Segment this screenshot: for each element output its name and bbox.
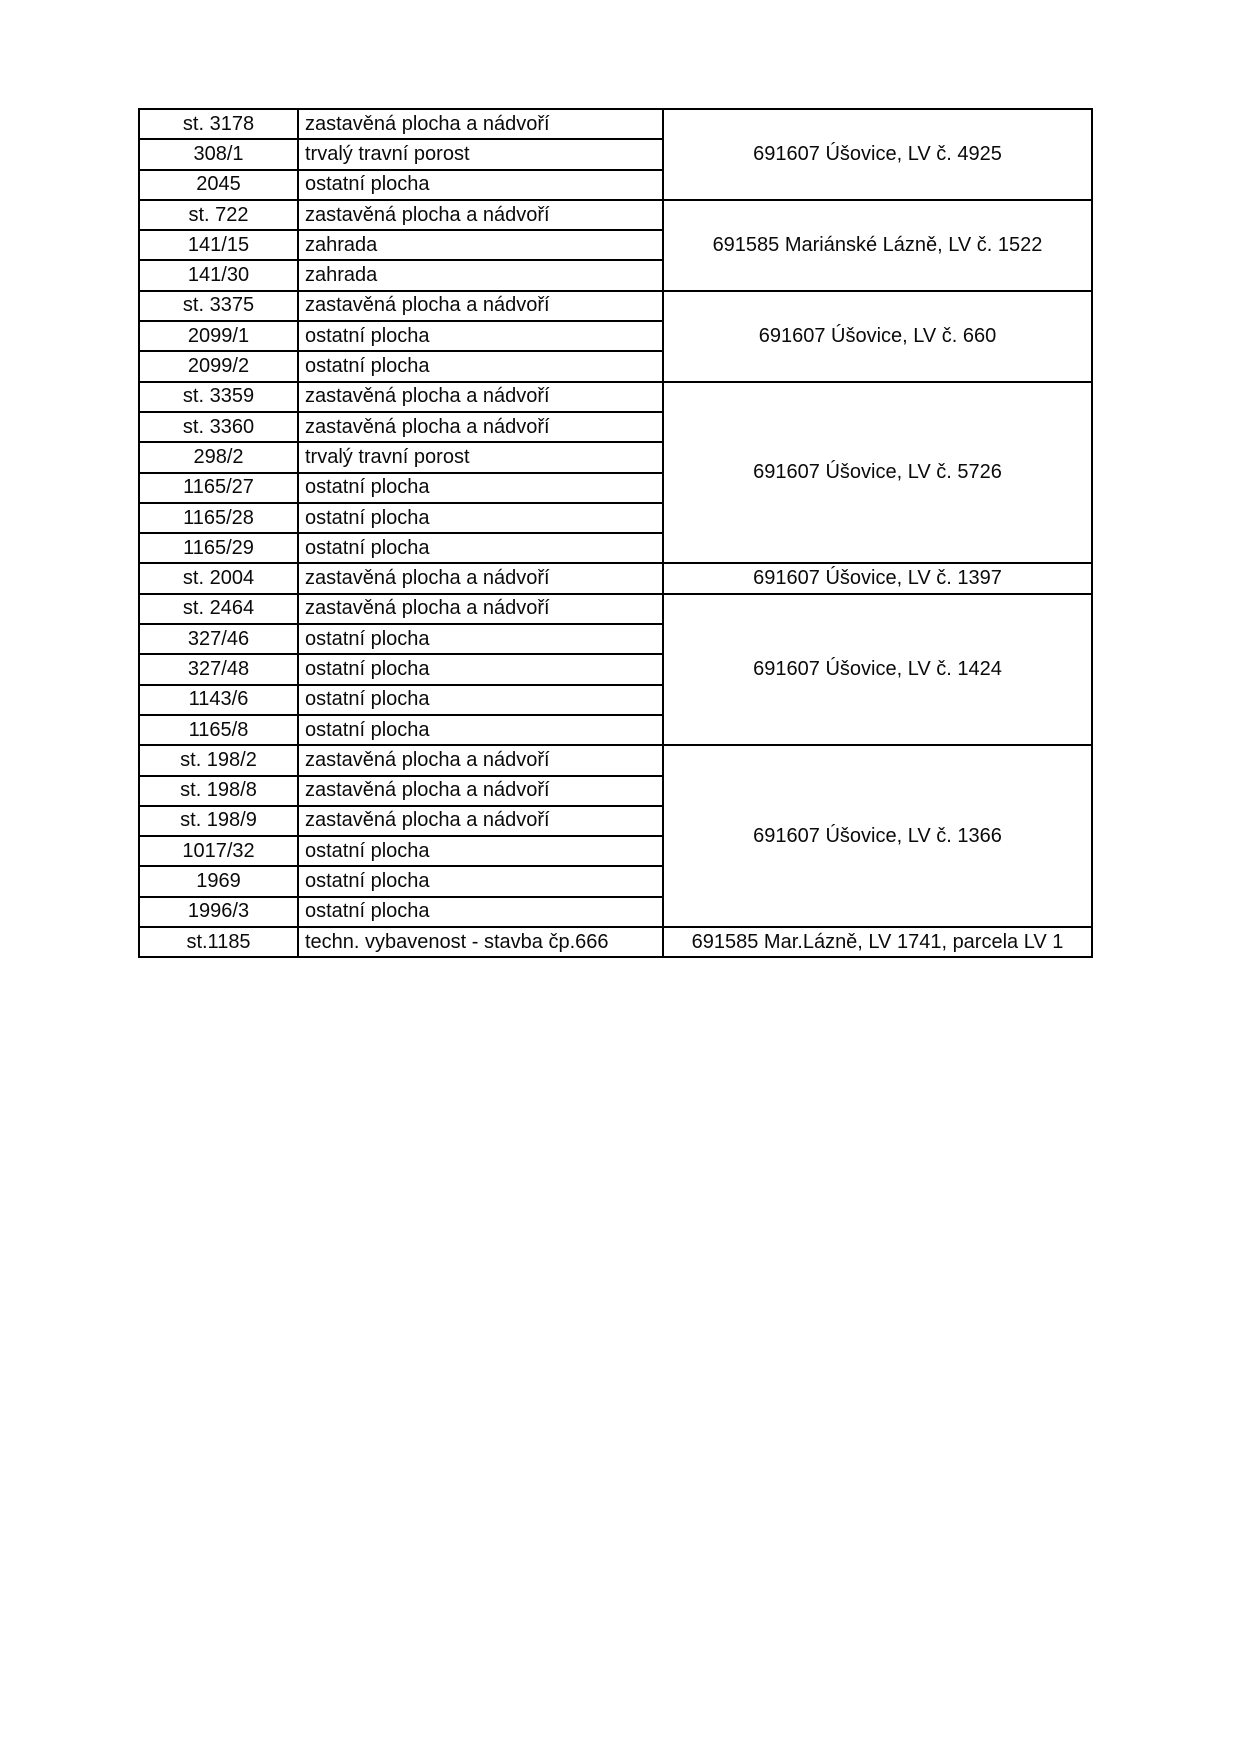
land-type-cell: ostatní plocha bbox=[298, 866, 663, 896]
land-type-cell: techn. vybavenost - stavba čp.666 bbox=[298, 927, 663, 957]
land-type-cell: ostatní plocha bbox=[298, 321, 663, 351]
parcel-table-body bbox=[139, 109, 1092, 957]
cadastral-info-cell: 691585 Mariánské Lázně, LV č. 1522 bbox=[663, 200, 1092, 291]
table-row bbox=[139, 927, 1092, 957]
parcel-number-cell: st. 198/8 bbox=[139, 776, 298, 806]
land-type-cell: zahrada bbox=[298, 260, 663, 290]
land-type-cell: zastavěná plocha a nádvoří bbox=[298, 412, 663, 442]
parcel-number-cell: st. 2464 bbox=[139, 594, 298, 624]
table-row bbox=[139, 109, 1092, 139]
parcel-number-cell: 141/30 bbox=[139, 260, 298, 290]
table-row bbox=[139, 563, 1092, 593]
parcel-number-cell: st. 3375 bbox=[139, 291, 298, 321]
parcel-number-cell: 2045 bbox=[139, 170, 298, 200]
land-type-cell: ostatní plocha bbox=[298, 533, 663, 563]
land-type-cell: zastavěná plocha a nádvoří bbox=[298, 563, 663, 593]
parcel-number-cell: st. 3360 bbox=[139, 412, 298, 442]
land-type-cell: ostatní plocha bbox=[298, 624, 663, 654]
land-type-cell: zastavěná plocha a nádvoří bbox=[298, 745, 663, 775]
table-row bbox=[139, 594, 1092, 624]
cadastral-info-cell: 691607 Úšovice, LV č. 660 bbox=[663, 291, 1092, 382]
cadastral-info-cell: 691607 Úšovice, LV č. 4925 bbox=[663, 109, 1092, 200]
parcel-number-cell: 1996/3 bbox=[139, 897, 298, 927]
land-type-cell: ostatní plocha bbox=[298, 473, 663, 503]
parcel-number-cell: st. 3178 bbox=[139, 109, 298, 139]
table-row bbox=[139, 200, 1092, 230]
parcel-number-cell: st.1185 bbox=[139, 927, 298, 957]
parcel-number-cell: 327/48 bbox=[139, 654, 298, 684]
parcel-number-cell: st. 722 bbox=[139, 200, 298, 230]
land-type-cell: trvalý travní porost bbox=[298, 139, 663, 169]
land-type-cell: zahrada bbox=[298, 230, 663, 260]
parcel-number-cell: st. 2004 bbox=[139, 563, 298, 593]
land-type-cell: zastavěná plocha a nádvoří bbox=[298, 806, 663, 836]
land-type-cell: ostatní plocha bbox=[298, 503, 663, 533]
cadastral-info-cell: 691607 Úšovice, LV č. 1366 bbox=[663, 745, 1092, 927]
cadastral-info-cell: 691607 Úšovice, LV č. 1397 bbox=[663, 563, 1092, 593]
parcel-number-cell: 2099/1 bbox=[139, 321, 298, 351]
parcel-number-cell: st. 3359 bbox=[139, 382, 298, 412]
cadastral-info-cell: 691607 Úšovice, LV č. 5726 bbox=[663, 382, 1092, 564]
parcel-table bbox=[138, 108, 1093, 958]
land-type-cell: ostatní plocha bbox=[298, 836, 663, 866]
land-type-cell: zastavěná plocha a nádvoří bbox=[298, 291, 663, 321]
table-row bbox=[139, 291, 1092, 321]
parcel-table-container bbox=[138, 108, 1091, 958]
table-row bbox=[139, 382, 1092, 412]
parcel-number-cell: 1017/32 bbox=[139, 836, 298, 866]
parcel-number-cell: 1143/6 bbox=[139, 685, 298, 715]
parcel-number-cell: 327/46 bbox=[139, 624, 298, 654]
land-type-cell: zastavěná plocha a nádvoří bbox=[298, 109, 663, 139]
parcel-number-cell: 1969 bbox=[139, 866, 298, 896]
land-type-cell: zastavěná plocha a nádvoří bbox=[298, 594, 663, 624]
land-type-cell: zastavěná plocha a nádvoří bbox=[298, 382, 663, 412]
land-type-cell: ostatní plocha bbox=[298, 715, 663, 745]
land-type-cell: ostatní plocha bbox=[298, 685, 663, 715]
cadastral-info-cell: 691607 Úšovice, LV č. 1424 bbox=[663, 594, 1092, 745]
parcel-number-cell: 1165/28 bbox=[139, 503, 298, 533]
parcel-number-cell: 308/1 bbox=[139, 139, 298, 169]
table-row bbox=[139, 745, 1092, 775]
parcel-number-cell: 1165/8 bbox=[139, 715, 298, 745]
land-type-cell: ostatní plocha bbox=[298, 654, 663, 684]
cadastral-info-cell: 691585 Mar.Lázně, LV 1741, parcela LV 1 bbox=[663, 927, 1092, 957]
parcel-number-cell: st. 198/2 bbox=[139, 745, 298, 775]
land-type-cell: ostatní plocha bbox=[298, 170, 663, 200]
parcel-number-cell: 2099/2 bbox=[139, 351, 298, 381]
land-type-cell: ostatní plocha bbox=[298, 897, 663, 927]
parcel-number-cell: 298/2 bbox=[139, 442, 298, 472]
parcel-number-cell: 1165/29 bbox=[139, 533, 298, 563]
parcel-number-cell: 141/15 bbox=[139, 230, 298, 260]
land-type-cell: zastavěná plocha a nádvoří bbox=[298, 776, 663, 806]
land-type-cell: trvalý travní porost bbox=[298, 442, 663, 472]
parcel-number-cell: st. 198/9 bbox=[139, 806, 298, 836]
land-type-cell: ostatní plocha bbox=[298, 351, 663, 381]
land-type-cell: zastavěná plocha a nádvoří bbox=[298, 200, 663, 230]
parcel-number-cell: 1165/27 bbox=[139, 473, 298, 503]
